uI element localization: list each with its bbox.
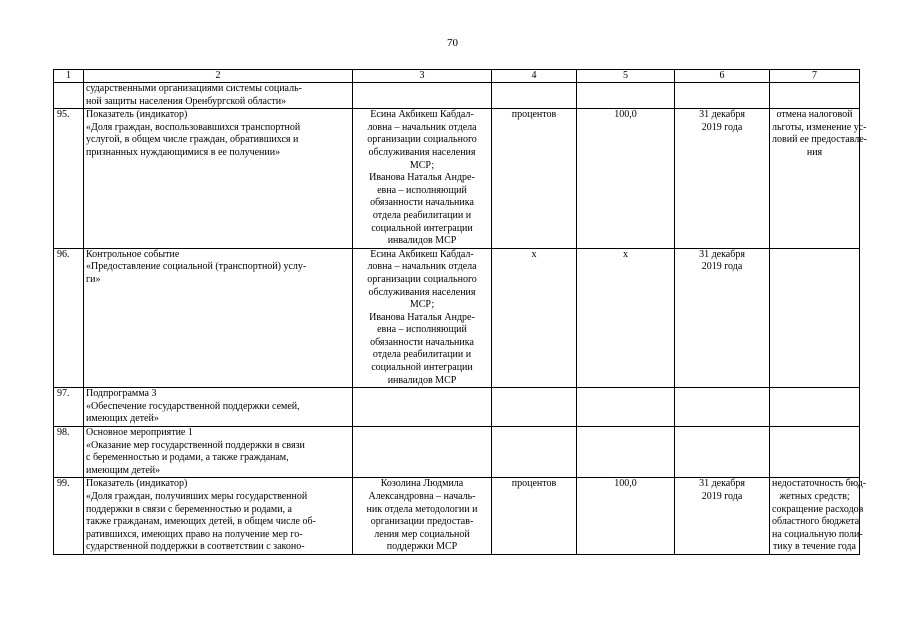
cell-line: ния <box>806 146 823 158</box>
cell-line: тику в течение года <box>773 541 856 553</box>
cell-line: сударственными организациями системы социаль- <box>86 83 302 94</box>
header-row <box>54 70 860 83</box>
risk-cell <box>770 478 867 555</box>
cell-line: «Оказание мер государственной поддержки в связи <box>86 439 305 451</box>
deadline-cell <box>675 83 770 109</box>
header-col-6: 6 <box>675 70 770 83</box>
cell-line: льготы, изменение ус- <box>772 121 867 133</box>
cell-line: 2019 года <box>701 261 743 273</box>
cell-line: признанных нуждающимися в ее получении» <box>86 146 281 158</box>
risk-cell <box>770 248 860 388</box>
header-col-4: 4 <box>492 70 577 83</box>
cell-line: с беременностью и родами, а также гражданам, <box>86 452 289 464</box>
table-row <box>54 427 860 478</box>
table-row <box>54 83 860 109</box>
cell-line: МСР; <box>409 299 435 311</box>
unit-cell <box>492 427 577 478</box>
value-cell <box>577 478 675 555</box>
cell-line: организации социального <box>367 273 477 285</box>
table-row <box>54 478 860 555</box>
cell-line: имеющим детей» <box>86 464 161 476</box>
cell-line: имеющих детей» <box>86 413 159 425</box>
risk-cell <box>770 83 860 109</box>
cell-line: х <box>623 248 628 260</box>
risk-cell <box>770 388 860 427</box>
cell-line: «Обеспечение государственной поддержки семей, <box>86 400 300 412</box>
unit-cell <box>492 388 577 427</box>
deadline-cell <box>675 109 770 249</box>
cell-line: социальной интеграции <box>371 222 473 234</box>
header-col-3: 3 <box>353 70 492 83</box>
responsible-cell <box>353 83 492 109</box>
table-row <box>54 388 860 427</box>
cell-line: инвалидов МСР <box>387 235 457 247</box>
cell-line: Показатель (индикатор) <box>86 478 188 490</box>
unit-cell <box>492 109 577 249</box>
plan-table <box>53 69 868 555</box>
cell-line: Козолина Людмила <box>380 478 464 490</box>
cell-line: х <box>531 248 537 260</box>
cell-line: 31 декабря <box>699 109 745 121</box>
row-number-cell: 95. <box>54 109 84 249</box>
row-number-cell: 96. <box>54 248 84 388</box>
cell-line: «Доля граждан, получивших меры государственной <box>86 491 308 502</box>
cell-line: социальной интеграции <box>371 362 473 374</box>
table-row <box>54 248 860 388</box>
value-cell <box>577 83 675 109</box>
value-cell <box>577 248 675 388</box>
cell-line: процентов <box>511 109 557 121</box>
cell-line: 2019 года <box>701 121 743 133</box>
cell-line: Александровна – началь- <box>368 491 476 502</box>
cell-line: Есина Акбикеш Кабдал- <box>370 248 474 260</box>
deadline-cell <box>675 388 770 427</box>
cell-line: ник отдела методологии и <box>366 503 478 515</box>
cell-line: сударственной поддержки в соответствии с законо- <box>86 541 305 553</box>
cell-line: процентов <box>511 478 557 490</box>
cell-line: обязанности начальника <box>370 336 474 348</box>
cell-line: ги» <box>86 273 101 285</box>
description-cell <box>84 109 353 249</box>
cell-line: областного бюджета <box>772 516 860 528</box>
cell-line: евна – исполняющий <box>377 324 467 336</box>
deadline-cell <box>675 427 770 478</box>
cell-line: жетных средств; <box>779 491 850 502</box>
cell-line: инвалидов МСР <box>387 374 457 386</box>
description-cell <box>84 83 353 109</box>
responsible-cell <box>353 109 492 249</box>
cell-line: Показатель (индикатор) <box>86 109 188 121</box>
cell-line: поддержки в связи с беременностью и родами, а <box>86 503 292 515</box>
cell-line: Есина Акбикеш Кабдал- <box>370 109 474 121</box>
cell-line: Иванова Наталья Андре- <box>369 311 475 323</box>
deadline-cell <box>675 248 770 388</box>
cell-line: ловна – начальник отдела <box>367 261 477 273</box>
cell-line: отдела реабилитации и <box>372 209 472 221</box>
responsible-cell <box>353 248 492 388</box>
cell-line: ловна – начальник отдела <box>367 121 477 133</box>
cell-line: евна – исполняющий <box>377 184 467 196</box>
cell-line: организации предостав- <box>370 516 474 528</box>
header-col-5: 5 <box>577 70 675 83</box>
cell-line: ной защиты населения Оренбургской области» <box>86 95 287 107</box>
page-number: 70 <box>447 37 458 49</box>
unit-cell <box>492 248 577 388</box>
cell-line: Основное мероприятие 1 <box>86 427 193 439</box>
header-col-7: 7 <box>770 70 860 83</box>
unit-cell <box>492 83 577 109</box>
responsible-cell <box>353 427 492 478</box>
cell-line: сокращение расходов <box>772 503 864 515</box>
unit-cell <box>492 478 577 555</box>
header-col-1: 1 <box>54 70 84 83</box>
value-cell <box>577 388 675 427</box>
value-cell <box>577 109 675 249</box>
cell-line: Подпрограмма 3 <box>86 388 157 400</box>
cell-line: «Доля граждан, воспользовавшихся транспортной <box>86 121 301 133</box>
cell-line: 31 декабря <box>699 248 745 260</box>
cell-line: Иванова Наталья Андре- <box>369 172 475 184</box>
cell-line: отдела реабилитации и <box>372 349 472 361</box>
cell-line: ловий ее предоставле- <box>772 134 868 146</box>
row-number-cell: 98. <box>54 427 84 478</box>
risk-cell <box>770 109 868 249</box>
cell-line: организации социального <box>367 134 477 146</box>
cell-line: на социальную поли- <box>772 528 863 540</box>
row-number-cell <box>54 83 84 109</box>
deadline-cell <box>675 478 770 555</box>
cell-line: недостаточность бюд- <box>772 478 867 490</box>
cell-line: поддержки МСР <box>386 541 458 553</box>
cell-line: обязанности начальника <box>370 197 474 209</box>
cell-line: услугой, в общем числе граждан, обратившихся и <box>86 134 299 146</box>
cell-line: отмена налоговой <box>776 109 853 121</box>
cell-line: также гражданам, имеющих детей, в общем числе об- <box>86 516 316 528</box>
description-cell <box>84 478 353 555</box>
description-cell <box>84 388 353 427</box>
cell-line: «Предоставление социальной (транспортной) услу- <box>86 261 307 273</box>
description-cell <box>84 427 353 478</box>
cell-line: 100,0 <box>614 109 637 121</box>
table-row <box>54 109 860 249</box>
cell-line: 2019 года <box>701 491 743 502</box>
cell-line: 31 декабря <box>699 478 745 490</box>
cell-line: ратившихся, имеющих право на получение мер го- <box>86 528 303 540</box>
cell-line: Контрольное событие <box>86 248 180 260</box>
header-col-2: 2 <box>84 70 353 83</box>
description-cell <box>84 248 353 388</box>
responsible-cell <box>353 478 492 555</box>
cell-line: обслуживания населения <box>368 286 476 298</box>
row-number-cell: 97. <box>54 388 84 427</box>
risk-cell <box>770 427 860 478</box>
cell-line: 100,0 <box>614 478 637 490</box>
cell-line: обслуживания населения <box>368 146 476 158</box>
row-number-cell: 99. <box>54 478 84 555</box>
responsible-cell <box>353 388 492 427</box>
cell-line: МСР; <box>409 159 435 171</box>
cell-line: ления мер социальной <box>374 528 470 540</box>
value-cell <box>577 427 675 478</box>
